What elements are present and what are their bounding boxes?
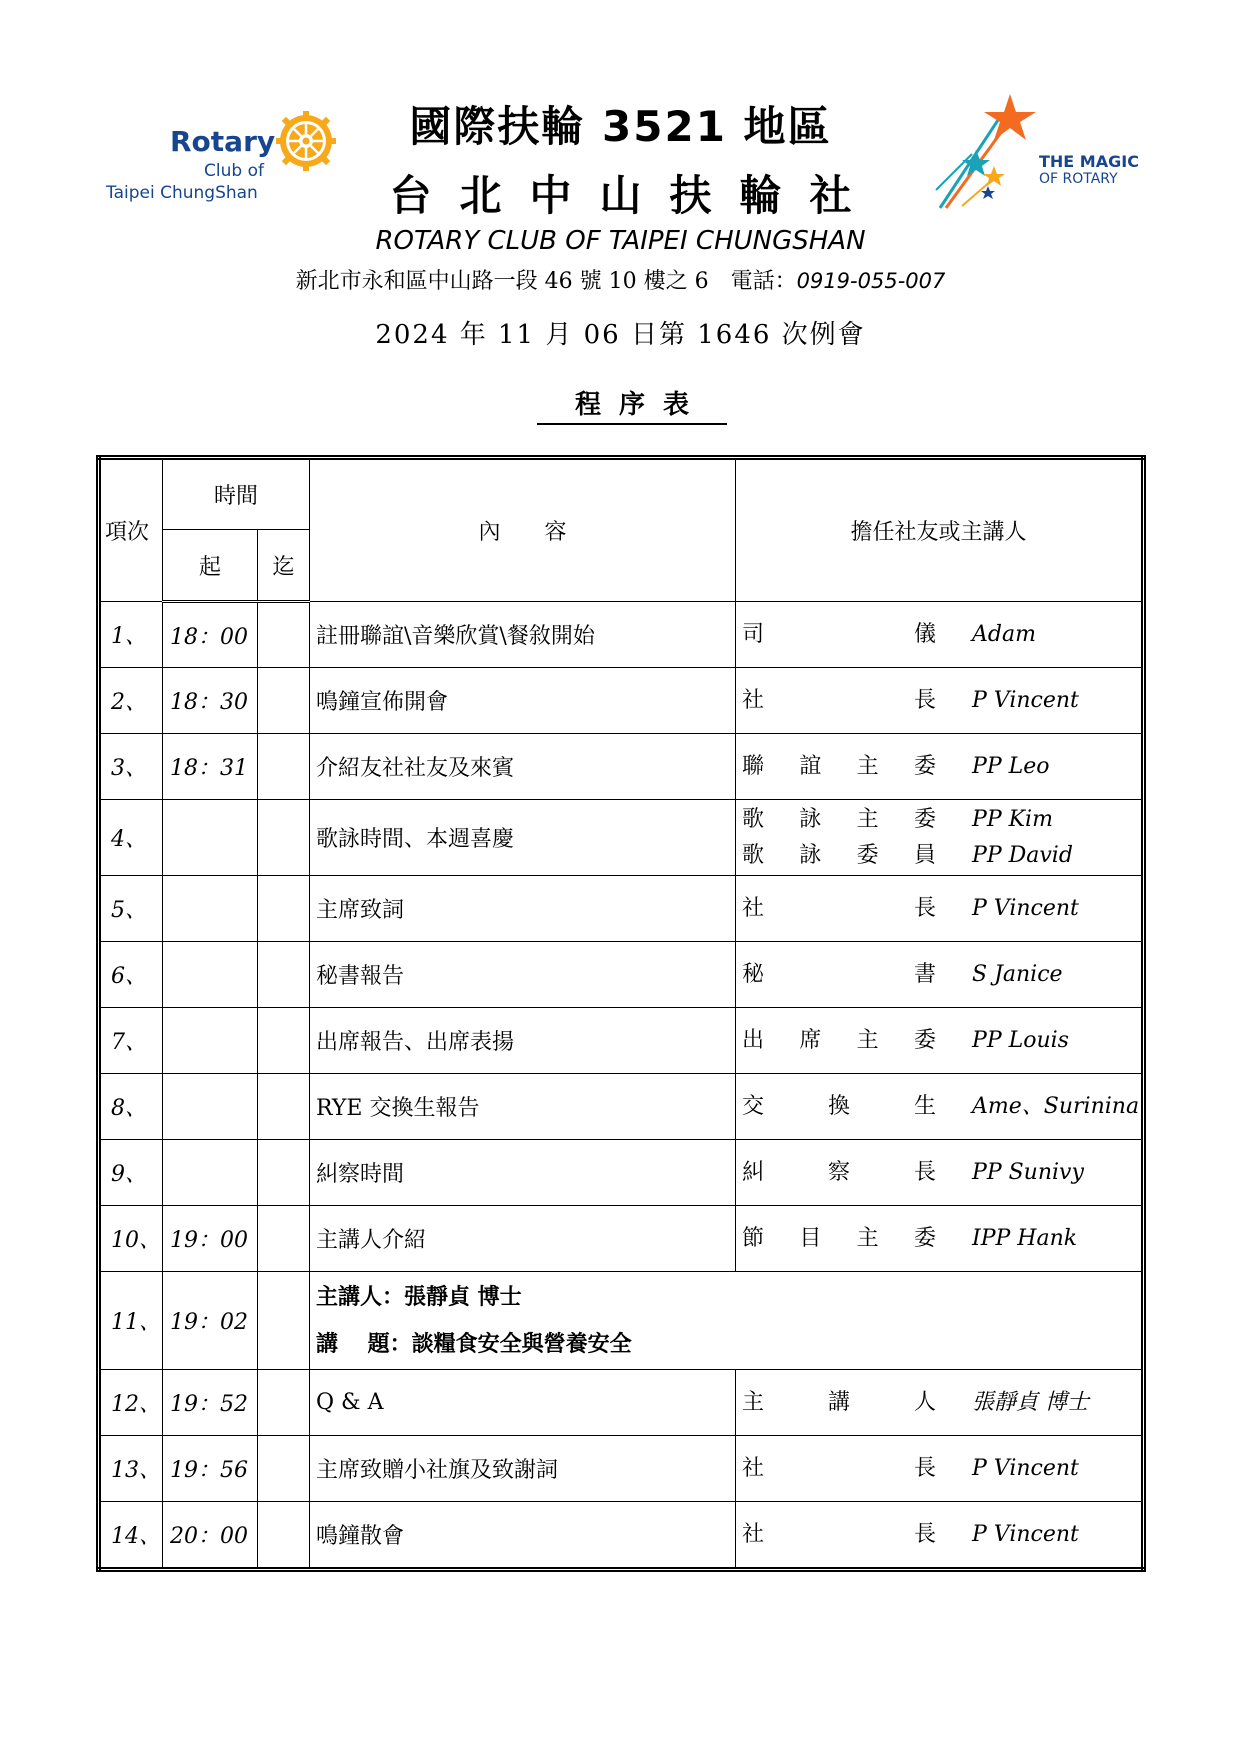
person-cell <box>736 734 1144 800</box>
club-english-title: ROTARY CLUB OF TAIPEI CHUNGSHAN <box>375 226 866 256</box>
item-number: 6、 <box>99 942 163 1008</box>
keynote-speaker: 主講人：張靜貞 博士 <box>316 1283 522 1310</box>
person-line <box>742 1517 1141 1553</box>
start-time <box>163 800 258 876</box>
person-cell <box>736 1436 1144 1502</box>
person-cell <box>736 800 1144 876</box>
person-name: P Vincent <box>972 895 1079 921</box>
person-cell <box>736 876 1144 942</box>
end-time <box>258 800 310 876</box>
end-time <box>258 876 310 942</box>
program-content: 秘書報告 <box>310 942 736 1008</box>
start-time <box>163 942 258 1008</box>
header-start: 起 <box>163 530 258 602</box>
table-row <box>99 876 1144 942</box>
item-number: 11、 <box>99 1272 163 1370</box>
table-row <box>99 1140 1144 1206</box>
start-time: 19：02 <box>163 1272 258 1370</box>
end-time <box>258 1272 310 1370</box>
item-number: 8、 <box>99 1074 163 1140</box>
end-time <box>258 1008 310 1074</box>
table-row <box>99 942 1144 1008</box>
person-role: 社長 <box>742 1455 937 1481</box>
item-number: 7、 <box>99 1008 163 1074</box>
start-time: 20：00 <box>163 1502 258 1570</box>
person-name: PP Sunivy <box>972 1159 1084 1185</box>
item-number: 4、 <box>99 800 163 876</box>
end-time <box>258 1436 310 1502</box>
end-time <box>258 1502 310 1570</box>
meeting-date: 2024 年 11 月 06 日第 1646 次例會 <box>375 320 866 350</box>
start-time: 19：56 <box>163 1436 258 1502</box>
program-content: 鳴鐘宣佈開會 <box>310 668 736 734</box>
end-time <box>258 668 310 734</box>
person-line <box>742 802 1141 838</box>
person-line <box>742 1221 1141 1257</box>
table-row <box>99 668 1144 734</box>
logo-club-name-text: Taipei ChungShan <box>106 183 258 203</box>
person-role: 社長 <box>742 1521 937 1547</box>
person-cell <box>736 942 1144 1008</box>
person-cell <box>736 1370 1144 1436</box>
item-number: 3、 <box>99 734 163 800</box>
person-role: 社長 <box>742 895 937 921</box>
table-row <box>99 1206 1144 1272</box>
person-role: 秘書 <box>742 961 937 987</box>
start-time <box>163 1074 258 1140</box>
keynote-topic: 講 題：談糧食安全與營養安全 <box>316 1330 632 1357</box>
program-content: 註冊聯誼\音樂欣賞\餐敘開始 <box>310 602 736 668</box>
start-time <box>163 1008 258 1074</box>
program-subtitle: 程序表 <box>537 384 727 425</box>
end-time <box>258 1074 310 1140</box>
person-line <box>742 749 1141 785</box>
table-row <box>99 800 1144 876</box>
person-name: 張靜貞 博士 <box>972 1389 1090 1415</box>
address-text: 新北市永和區中山路一段 46 號 10 樓之 6 電話： <box>295 269 797 294</box>
item-number: 2、 <box>99 668 163 734</box>
person-cell <box>736 602 1144 668</box>
person-name: IPP Hank <box>972 1225 1078 1251</box>
program-content: RYE 交換生報告 <box>310 1074 736 1140</box>
person-name: P Vincent <box>972 1521 1079 1547</box>
person-name: S Janice <box>972 961 1063 987</box>
item-number: 1、 <box>99 602 163 668</box>
person-role: 歌詠委員 <box>742 842 937 868</box>
header-person: 擔任社友或主講人 <box>736 458 1144 602</box>
start-time: 18：30 <box>163 668 258 734</box>
table-header-row <box>99 458 1144 530</box>
program-content: 糾察時間 <box>310 1140 736 1206</box>
start-time: 18：31 <box>163 734 258 800</box>
person-role: 歌詠主委 <box>742 806 937 832</box>
program-rows <box>99 602 1144 1570</box>
start-time <box>163 1140 258 1206</box>
person-name: PP Louis <box>972 1027 1069 1053</box>
person-cell <box>736 1502 1144 1570</box>
person-name: PP Leo <box>972 753 1050 779</box>
person-cell <box>736 1140 1144 1206</box>
program-content: 主講人介紹 <box>310 1206 736 1272</box>
program-table <box>96 455 1146 1572</box>
club-title: 台北中山扶輪社 <box>389 171 880 220</box>
logo-brand-text: Rotary <box>170 125 276 158</box>
logo-magic-line1: THE MAGIC <box>1039 152 1139 171</box>
person-line <box>742 957 1141 993</box>
header-content: 內 容 <box>310 458 736 602</box>
start-time: 19：00 <box>163 1206 258 1272</box>
person-role: 出席主委 <box>742 1027 937 1053</box>
item-number: 14、 <box>99 1502 163 1570</box>
item-number: 12、 <box>99 1370 163 1436</box>
start-time: 18：00 <box>163 602 258 668</box>
program-content: 主席致詞 <box>310 876 736 942</box>
table-row <box>99 1436 1144 1502</box>
person-name: Ame、Surinina <box>972 1093 1140 1119</box>
item-number: 9、 <box>99 1140 163 1206</box>
person-line <box>742 683 1141 719</box>
keynote-cell <box>310 1272 1144 1370</box>
item-number: 5、 <box>99 876 163 942</box>
person-cell <box>736 1074 1144 1140</box>
item-number: 10、 <box>99 1206 163 1272</box>
table-row <box>99 1008 1144 1074</box>
header-time: 時間 <box>163 458 310 530</box>
person-cell <box>736 668 1144 734</box>
person-role: 糾察長 <box>742 1159 937 1185</box>
person-line <box>742 1451 1141 1487</box>
header-item: 項次 <box>99 458 163 602</box>
program-content: 主席致贈小社旗及致謝詞 <box>310 1436 736 1502</box>
person-cell <box>736 1008 1144 1074</box>
person-role: 主講人 <box>742 1389 937 1415</box>
person-name: Adam <box>972 621 1036 647</box>
logo-magic-line2: OF ROTARY <box>1039 171 1118 187</box>
person-line <box>742 1155 1141 1191</box>
header-end: 迄 <box>258 530 310 602</box>
item-number: 13、 <box>99 1436 163 1502</box>
person-line <box>742 617 1141 653</box>
person-cell <box>736 1206 1144 1272</box>
program-content: 歌詠時間、本週喜慶 <box>310 800 736 876</box>
start-time: 19：52 <box>163 1370 258 1436</box>
person-line <box>742 1385 1141 1421</box>
end-time <box>258 942 310 1008</box>
person-role: 節目主委 <box>742 1225 937 1251</box>
end-time <box>258 602 310 668</box>
end-time <box>258 1206 310 1272</box>
person-role: 交換生 <box>742 1093 937 1119</box>
program-content: 出席報告、出席表揚 <box>310 1008 736 1074</box>
end-time <box>258 1370 310 1436</box>
person-role: 社長 <box>742 687 937 713</box>
end-time <box>258 734 310 800</box>
table-row <box>99 602 1144 668</box>
person-line <box>742 891 1141 927</box>
program-content: Q & A <box>310 1370 736 1436</box>
person-role: 司儀 <box>742 621 937 647</box>
phone-number: 0919-055-007 <box>796 269 946 293</box>
logo-club-of-text: Club of <box>204 161 264 181</box>
person-line <box>742 1089 1141 1125</box>
person-name: PP Kim <box>972 806 1053 832</box>
program-content: 鳴鐘散會 <box>310 1502 736 1570</box>
person-name: P Vincent <box>972 687 1079 713</box>
end-time <box>258 1140 310 1206</box>
person-name: P Vincent <box>972 1455 1079 1481</box>
person-line <box>742 1023 1141 1059</box>
table-row <box>99 734 1144 800</box>
table-row <box>99 1074 1144 1140</box>
person-role: 聯誼主委 <box>742 753 937 779</box>
person-line <box>742 838 1141 874</box>
table-row <box>99 1502 1144 1570</box>
table-row <box>99 1370 1144 1436</box>
club-address <box>0 264 1241 295</box>
program-content: 介紹友社社友及來賓 <box>310 734 736 800</box>
district-title: 國際扶輪 3521 地區 <box>409 102 832 151</box>
start-time <box>163 876 258 942</box>
table-row <box>99 1272 1144 1370</box>
person-name: PP David <box>972 842 1073 868</box>
